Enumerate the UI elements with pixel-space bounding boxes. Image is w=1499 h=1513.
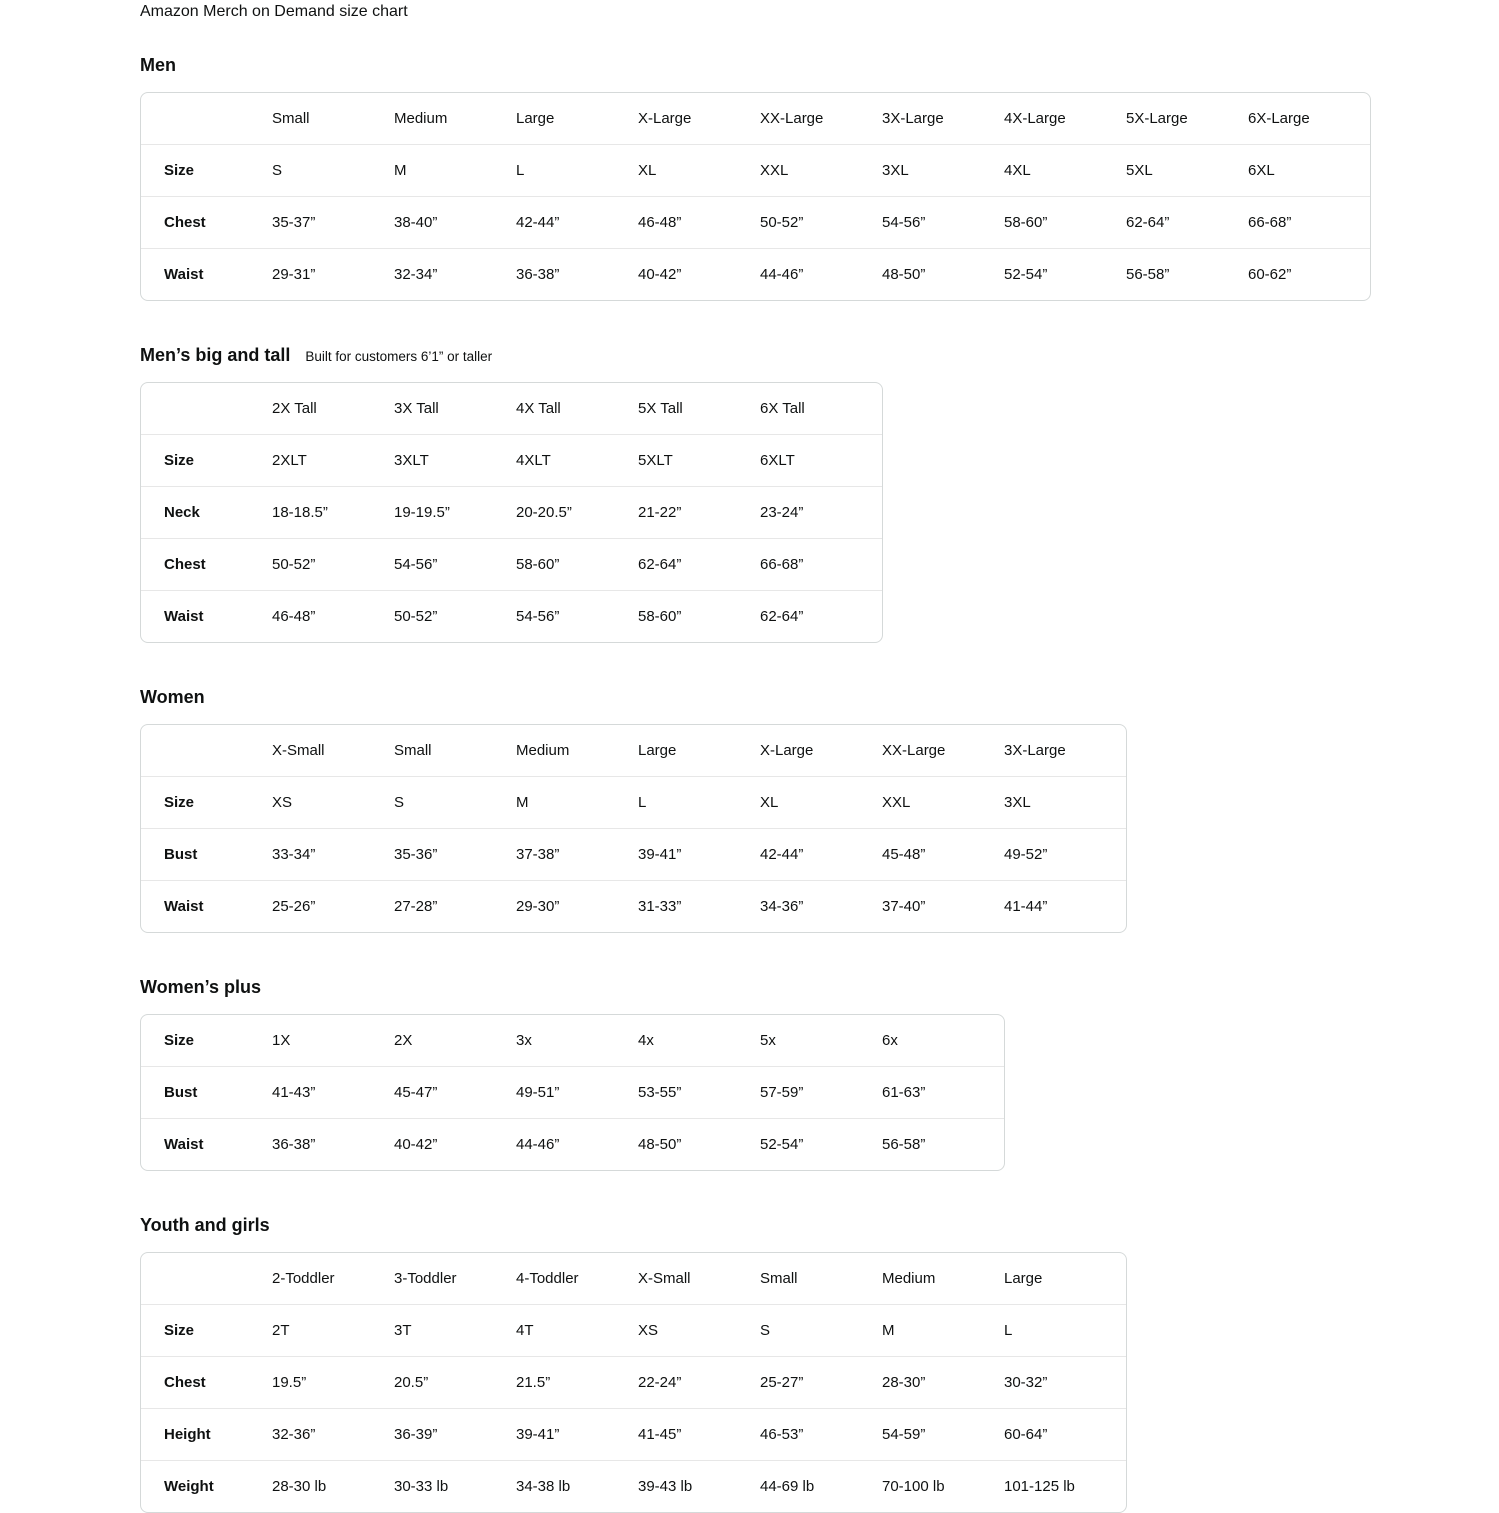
row-label: Chest [141,196,272,248]
row-label: Chest [141,538,272,590]
table-cell: 29-30” [516,880,638,932]
table-cell: 58-60” [1004,196,1126,248]
table-cell: M [516,776,638,828]
section-heading-row [140,53,1459,77]
table-cell: XXL [882,776,1004,828]
table-cell: 21-22” [638,486,760,538]
table-cell: M [394,144,516,196]
table-cell: 19-19.5” [394,486,516,538]
table-cell: 60-62” [1248,248,1370,300]
table-cell: 45-48” [882,828,1004,880]
table-cell: 36-38” [272,1118,394,1170]
table-cell: 48-50” [882,248,1004,300]
table-cell: 2X [394,1032,413,1049]
table-cell: 41-43” [272,1066,394,1118]
table-cell: 54-56” [516,590,638,642]
table-cell: 36-39” [394,1408,516,1460]
column-header: Medium [394,110,448,127]
table-cell: 41-45” [638,1408,760,1460]
table-cell: 4XL [1004,144,1126,196]
table-cell: 33-34” [272,828,394,880]
table-cell: 30-32” [1004,1356,1126,1408]
table-cell: 27-28” [394,880,516,932]
table-row [141,538,882,590]
table-cell: 34-38 lb [516,1460,638,1512]
table-cell: 45-47” [394,1066,516,1118]
table-cell: 50-52” [760,196,882,248]
column-header: 3X Tall [394,400,439,417]
row-label: Size [141,144,272,196]
header-row [141,93,1370,144]
size-table-womens-plus [140,1014,1005,1171]
section-mens-big-and-tall [140,343,1459,643]
table-row [141,828,1126,880]
table-cell: 39-43 lb [638,1460,760,1512]
table-cell: 35-36” [394,828,516,880]
column-header: 4X-Large [1004,110,1066,127]
column-header: X-Small [638,1270,691,1287]
table-cell: 20-20.5” [516,486,638,538]
size-table-men [140,92,1371,301]
table-cell: 34-36” [760,880,882,932]
row-label: Weight [141,1460,272,1512]
page-title: Amazon Merch on Demand size chart [140,3,408,20]
row-label: Waist [141,880,272,932]
column-header: XX-Large [882,742,946,759]
row-label: Neck [141,486,272,538]
table-cell: XL [638,144,760,196]
table-cell: 49-52” [1004,828,1126,880]
table-cell: 3XLT [394,434,516,486]
header-row [141,383,882,434]
table-cell: 48-50” [638,1118,760,1170]
table-cell: 6XLT [760,434,882,486]
column-header: Large [638,742,677,759]
column-header: X-Small [272,742,325,759]
table-cell: 54-56” [394,538,516,590]
table-cell: M [882,1304,1004,1356]
table-cell: 42-44” [516,196,638,248]
table-row [141,776,1126,828]
table-cell: 28-30 lb [272,1460,394,1512]
table-cell: 61-63” [882,1066,1004,1118]
table-cell: 54-59” [882,1408,1004,1460]
table-cell: 44-46” [760,248,882,300]
table-cell: XS [638,1304,760,1356]
section-men [140,53,1459,301]
table-cell: 58-60” [516,538,638,590]
column-header: Small [272,110,310,127]
column-header: 5X Tall [638,400,683,417]
table-cell: 2XLT [272,434,394,486]
section-heading-youth-and-girls: Youth and girls [140,1215,270,1235]
table-cell: 4XLT [516,434,638,486]
column-header: X-Large [638,110,692,127]
table-cell: XXL [760,144,882,196]
table-row [141,1118,1004,1170]
table-row [141,1408,1126,1460]
table-cell: 32-34” [394,248,516,300]
table-cell: 60-64” [1004,1408,1126,1460]
table-cell: 49-51” [516,1066,638,1118]
column-header: 3X-Large [882,110,944,127]
table-cell: 25-26” [272,880,394,932]
section-heading-row [140,343,1459,367]
section-heading-mens-big-and-tall: Men’s big and tall [140,345,291,365]
section-subtitle: Built for customers 6’1” or taller [305,349,493,364]
table-row [141,144,1370,196]
column-header: 2X Tall [272,400,317,417]
section-heading-row [140,975,1459,999]
column-header: 6X-Large [1248,110,1310,127]
section-heading-row [140,1213,1459,1237]
table-cell: 46-53” [760,1408,882,1460]
column-header: 2-Toddler [272,1270,335,1287]
table-cell: 4x [638,1032,654,1049]
table-row [141,196,1370,248]
section-women [140,685,1459,933]
section-heading-women: Women [140,687,205,707]
table-cell: 42-44” [760,828,882,880]
column-header: XX-Large [760,110,824,127]
table-cell: XL [760,776,882,828]
table-cell: 1X [272,1032,291,1049]
table-row [141,590,882,642]
table-row [141,1015,1004,1066]
table-cell: 6x [882,1032,898,1049]
table-row [141,1066,1004,1118]
table-cell: XS [272,776,394,828]
row-label: Bust [141,1066,272,1118]
column-header: Small [394,742,432,759]
table-row [141,1304,1126,1356]
table-cell: S [394,776,516,828]
table-cell: 3T [394,1304,516,1356]
column-header: 3-Toddler [394,1270,457,1287]
row-label: Bust [141,828,272,880]
header-spacer-cell [141,383,272,434]
table-cell: 38-40” [394,196,516,248]
table-cell: 50-52” [394,590,516,642]
size-table-youth-and-girls [140,1252,1127,1513]
table-cell: 5x [760,1032,776,1049]
table-row [141,434,882,486]
column-header: Large [516,110,555,127]
table-cell: 44-69 lb [760,1460,882,1512]
row-label: Chest [141,1356,272,1408]
size-table-women [140,724,1127,933]
column-header: Small [760,1270,798,1287]
table-cell: 5XL [1126,144,1248,196]
table-cell: 58-60” [638,590,760,642]
table-cell: 20.5” [394,1356,516,1408]
table-cell: 37-40” [882,880,1004,932]
header-row [141,725,1126,776]
table-cell: 66-68” [760,538,882,590]
table-cell: 29-31” [272,248,394,300]
header-row [141,1253,1126,1304]
row-label: Size [141,434,272,486]
table-cell: 50-52” [272,538,394,590]
table-cell: 4T [516,1304,638,1356]
table-cell: 52-54” [1004,248,1126,300]
column-header: 6X Tall [760,400,805,417]
table-cell: 46-48” [272,590,394,642]
section-heading-row [140,685,1459,709]
table-cell: 101-125 lb [1004,1460,1126,1512]
section-heading-men: Men [140,55,176,75]
column-header: 4-Toddler [516,1270,579,1287]
table-cell: 39-41” [516,1408,638,1460]
table-cell: S [272,144,394,196]
section-heading-womens-plus: Women’s plus [140,977,262,997]
table-cell: 19.5” [272,1356,394,1408]
table-cell: L [1004,1304,1126,1356]
table-cell: 3x [516,1032,532,1049]
table-cell: 23-24” [760,486,882,538]
table-cell: 46-48” [638,196,760,248]
table-cell: 70-100 lb [882,1460,1004,1512]
table-row [141,1356,1126,1408]
table-cell: 56-58” [1126,248,1248,300]
table-cell: 66-68” [1248,196,1370,248]
table-cell: 28-30” [882,1356,1004,1408]
table-cell: 62-64” [638,538,760,590]
table-cell: 39-41” [638,828,760,880]
header-spacer-cell [141,93,272,144]
table-cell: 56-58” [882,1118,1004,1170]
table-cell: 31-33” [638,880,760,932]
table-cell: S [760,1304,882,1356]
table-cell: 40-42” [638,248,760,300]
column-header: X-Large [760,742,814,759]
row-label: Size [141,776,272,828]
section-youth-and-girls [140,1213,1459,1513]
table-row [141,880,1126,932]
table-cell: 53-55” [638,1066,760,1118]
table-row [141,486,882,538]
size-table-mens-big-and-tall [140,382,883,643]
row-label: Size [141,1304,272,1356]
sections-container [140,53,1459,1513]
table-row [141,1460,1126,1512]
table-cell: 36-38” [516,248,638,300]
column-header: Medium [516,742,570,759]
row-label: Waist [141,248,272,300]
table-cell: 52-54” [760,1118,882,1170]
table-cell: L [516,144,638,196]
column-header: Medium [882,1270,936,1287]
table-cell: 32-36” [272,1408,394,1460]
table-cell: 6XL [1248,144,1370,196]
table-cell: 25-27” [760,1356,882,1408]
table-cell: 44-46” [516,1118,638,1170]
table-cell: 37-38” [516,828,638,880]
table-cell: 41-44” [1004,880,1126,932]
row-label: Size [164,1032,195,1049]
table-cell: 5XLT [638,434,760,486]
table-row [141,248,1370,300]
table-cell: 35-37” [272,196,394,248]
table-cell: 40-42” [394,1118,516,1170]
table-cell: 3XL [1004,776,1126,828]
row-label: Waist [141,1118,272,1170]
header-spacer-cell [141,725,272,776]
column-header: Large [1004,1270,1043,1287]
row-label: Waist [141,590,272,642]
table-cell: 54-56” [882,196,1004,248]
table-cell: 57-59” [760,1066,882,1118]
table-cell: 3XL [882,144,1004,196]
table-cell: L [638,776,760,828]
table-cell: 18-18.5” [272,486,394,538]
column-header: 5X-Large [1126,110,1188,127]
header-spacer-cell [141,1253,272,1304]
table-cell: 62-64” [1126,196,1248,248]
table-cell: 22-24” [638,1356,760,1408]
table-cell: 30-33 lb [394,1460,516,1512]
row-label: Height [141,1408,272,1460]
column-header: 4X Tall [516,400,561,417]
table-cell: 62-64” [760,590,882,642]
table-cell: 2T [272,1304,394,1356]
table-cell: 21.5” [516,1356,638,1408]
column-header: 3X-Large [1004,742,1066,759]
section-womens-plus [140,975,1459,1171]
